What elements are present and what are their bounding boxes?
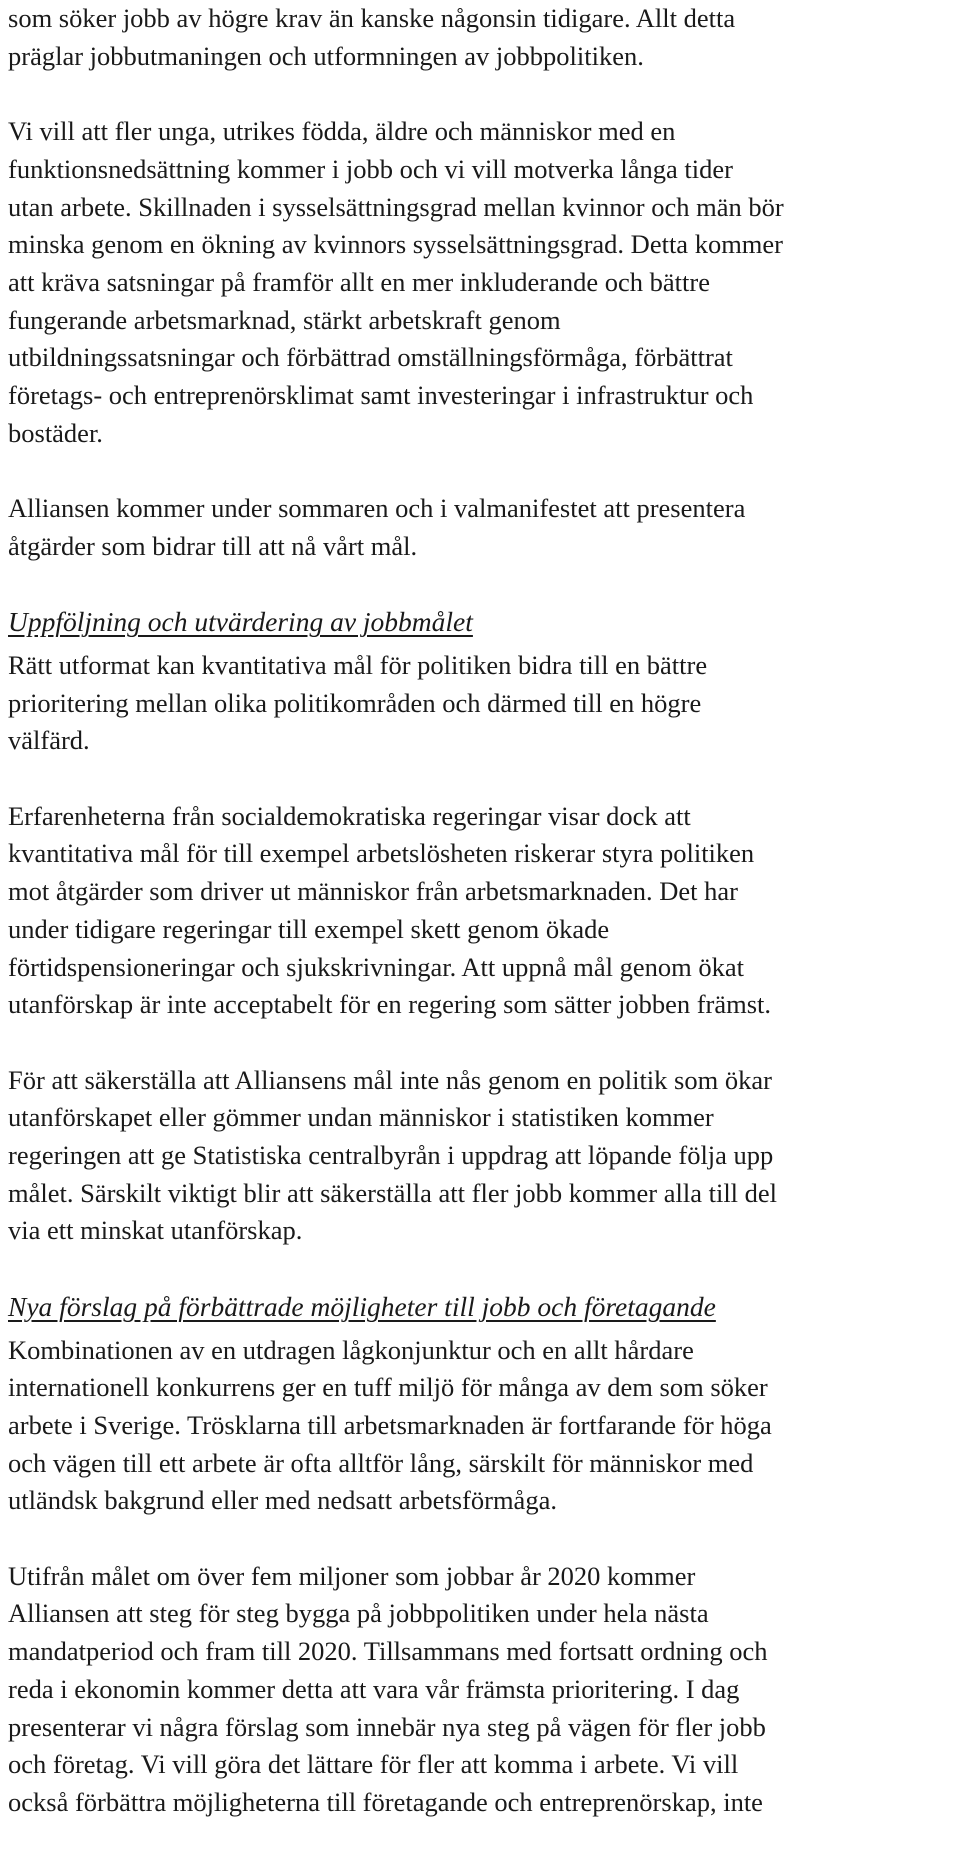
paragraph-intro-1 [8,0,954,75]
text-line: internationell konkurrens ger en tuff miljö för många av dem som söker [8,1372,768,1403]
text-line: att kräva satsningar på framför allt en mer inkluderande och bättre [8,266,710,297]
text-line: minska genom en ökning av kvinnors sysselsättningsgrad. Detta kommer [8,229,784,260]
text-line: Kombinationen av en utdragen lågkonjunktur och en allt hårdare [8,1334,694,1365]
paragraph-intro-3 [8,490,954,565]
text-line: Utifrån målet om över fem miljoner som jobbar år 2020 kommer [8,1560,696,1591]
text-line: och företag. Vi vill göra det lättare för fler att komma i arbete. Vi vill [8,1749,739,1780]
text-line: som söker jobb av högre krav än kanske någonsin tidigare. Allt detta [8,3,736,33]
text-line: utan arbete. Skillnaden i sysselsättningsgrad mellan kvinnor och män bör [8,191,784,222]
text-line: företags- och entreprenörsklimat samt investeringar i infrastruktur och [8,380,754,411]
text-line: målet. Särskilt viktigt blir att säkerställa att fler jobb kommer alla till del [8,1177,778,1208]
text-line: arbete i Sverige. Trösklarna till arbetsmarknaden är fortfarande för höga [8,1409,772,1440]
text-line: fungerande arbetsmarknad, stärkt arbetskraft genom [8,304,561,335]
text-line: utländsk bakgrund eller med nedsatt arbetsförmåga. [8,1485,557,1516]
text-line: utbildningssatsningar och förbättrad omställningsförmåga, förbättrat [8,342,733,373]
paragraph-intro-2 [8,113,954,452]
section-heading-uppfoljning: Uppföljning och utvärdering av jobbmålet [8,606,473,638]
text-line: funktionsnedsättning kommer i jobb och vi vill motverka långa tider [8,153,733,184]
paragraph-section1-2 [8,798,954,1024]
text-line: reda i ekonomin kommer detta att vara vår främsta prioritering. I dag [8,1673,740,1704]
text-line: också förbättra möjligheterna till företagande och entreprenörskap, inte [8,1786,763,1817]
text-line: Alliansen att steg för steg bygga på jobbpolitiken under hela nästa [8,1598,709,1629]
paragraph-section2-2 [8,1558,954,1822]
text-line: och vägen till ett arbete är ofta alltför lång, särskilt för människor med [8,1447,754,1478]
text-line: Alliansen kommer under sommaren och i valmanifestet att presentera [8,493,746,524]
text-line: Vi vill att fler unga, utrikes födda, äldre och människor med en [8,116,676,147]
text-line: via ett minskat utanförskap. [8,1215,303,1246]
text-line: presenterar vi några förslag som innebär nya steg på vägen för fler jobb [8,1711,766,1742]
text-line: Erfarenheterna från socialdemokratiska regeringar visar dock att [8,800,691,831]
text-line: välfärd. [8,725,90,756]
text-line: bostäder. [8,417,103,448]
text-line: För att säkerställa att Alliansens mål inte nås genom en politik som ökar [8,1064,772,1095]
text-line: regeringen att ge Statistiska centralbyrån i uppdrag att löpande följa upp [8,1140,774,1171]
paragraph-section2-1 [8,1332,954,1521]
text-line: utanförskap är inte acceptabelt för en regering som sätter jobben främst. [8,989,772,1020]
text-line: kvantitativa mål för till exempel arbetslösheten riskerar styra politiken [8,838,755,869]
paragraph-section1-3 [8,1062,954,1251]
text-line: prioritering mellan olika politikområden och därmed till en högre [8,687,702,718]
text-line: förtidspensioneringar och sjukskrivningar. Att uppnå mål genom ökat [8,951,744,982]
section-heading-nya-forslag: Nya förslag på förbättrade möjligheter till jobb och företagande [8,1290,716,1322]
text-line: mandatperiod och fram till 2020. Tillsammans med fortsatt ordning och [8,1636,768,1667]
paragraph-section1-1 [8,647,954,760]
text-line: under tidigare regeringar till exempel skett genom ökade [8,913,610,944]
text-line: utanförskapet eller gömmer undan människor i statistiken kommer [8,1102,714,1133]
text-line: Rätt utformat kan kvantitativa mål för politiken bidra till en bättre [8,649,708,680]
document-page [8,0,954,1859]
text-line: präglar jobbutmaningen och utformningen av jobbpolitiken. [8,40,644,71]
text-line: åtgärder som bidrar till att nå vårt mål. [8,530,418,561]
text-line: mot åtgärder som driver ut människor från arbetsmarknaden. Det har [8,876,738,907]
